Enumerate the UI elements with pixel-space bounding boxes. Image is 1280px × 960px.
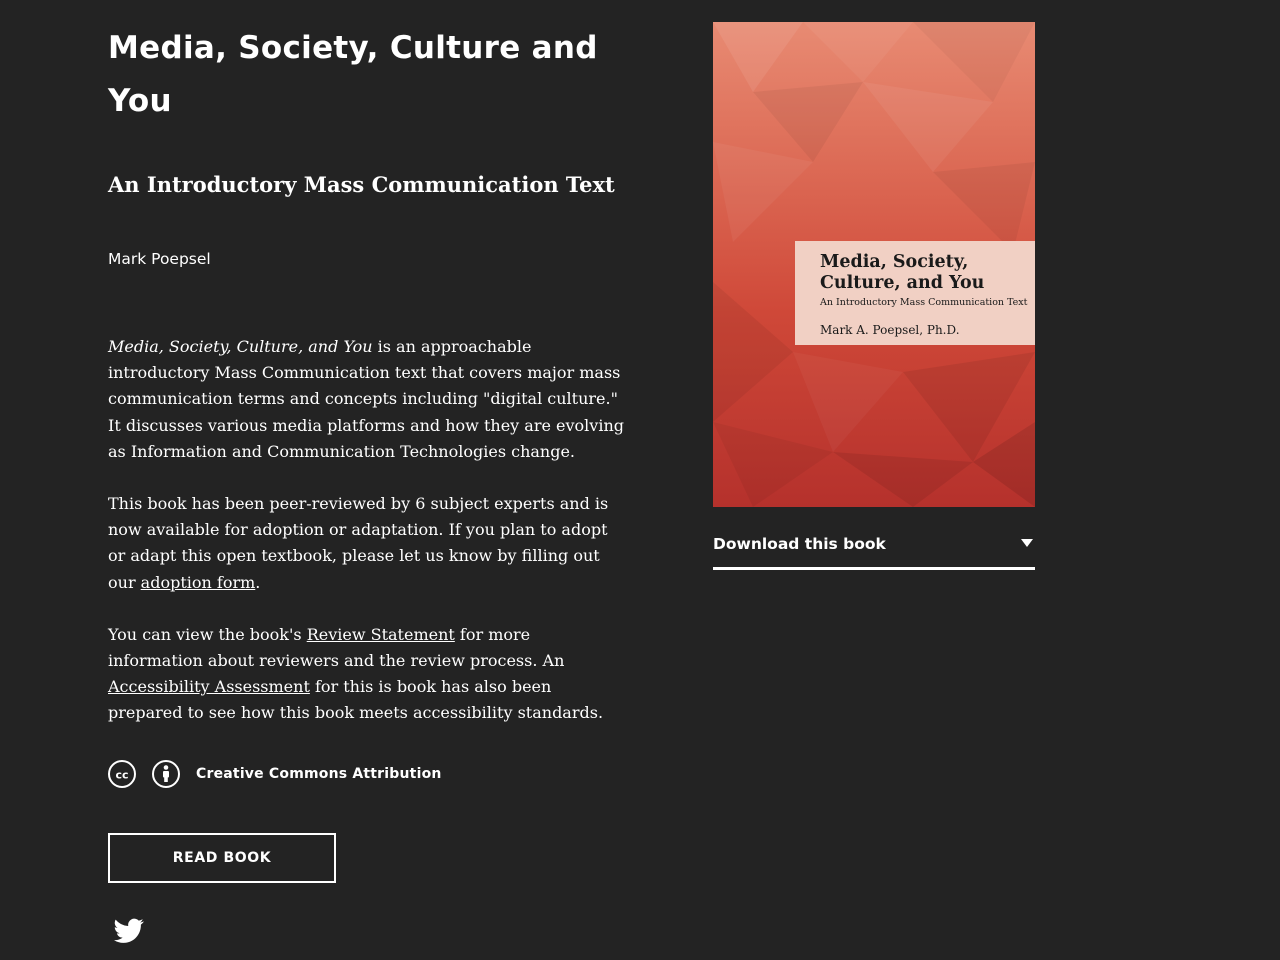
cc-icon (108, 760, 136, 788)
adoption-form-link[interactable]: adoption form (140, 572, 256, 592)
description-text: . (255, 572, 261, 592)
book-description (108, 334, 628, 753)
cover-title: Media, Society, Culture, and You (820, 252, 985, 293)
description-text: is an approachable introductory Mass Communication text that covers major mass communication terms and concepts including "digital culture." It discusses various media platforms and how they are evolving as Information and Communication Technologies change. (108, 337, 624, 461)
description-text: for this is book has also been prepared to see how this book meets accessibility standards. (108, 677, 604, 723)
description-paragraph-3 (108, 622, 628, 727)
book-title: Media, Society, Culture and You (108, 30, 598, 119)
cover-author: Mark A. Poepsel, Ph.D. (820, 323, 960, 337)
twitter-icon[interactable] (114, 918, 144, 944)
book-info (108, 22, 628, 866)
download-book-label: Download this book (713, 535, 886, 553)
description-paragraph-2 (108, 491, 628, 596)
book-author: Mark Poepsel (108, 250, 211, 268)
download-book-dropdown[interactable] (713, 531, 1035, 570)
book-cover-image (713, 22, 1035, 507)
attribution-person-icon (152, 760, 180, 788)
review-statement-link[interactable]: Review Statement (306, 624, 455, 644)
book-subtitle: An Introductory Mass Communication Text (108, 172, 615, 197)
cover-subtitle: An Introductory Mass Communication Text (820, 297, 1028, 308)
description-book-title: Media, Society, Culture, and You (108, 337, 373, 356)
book-sidebar (713, 22, 1035, 570)
description-text: You can view the book's (108, 624, 307, 644)
license-label: Creative Commons Attribution (196, 766, 442, 782)
read-book-button[interactable]: READ BOOK (108, 833, 336, 883)
accessibility-assessment-link[interactable]: Accessibility Assessment (108, 677, 310, 697)
description-paragraph-1 (108, 334, 628, 465)
caret-down-icon (1021, 539, 1033, 547)
cover-title-panel (795, 241, 1035, 345)
description-text: This book has been peer-reviewed by 6 subject experts and is now available for adoption or adaptation. If you plan to adopt or adapt this open textbook, please let us know by filling out our (108, 494, 609, 592)
license-info (108, 760, 442, 788)
description-text: for more information about reviewers and the review process. An (108, 624, 565, 671)
svg-text:cc: cc (115, 768, 129, 782)
